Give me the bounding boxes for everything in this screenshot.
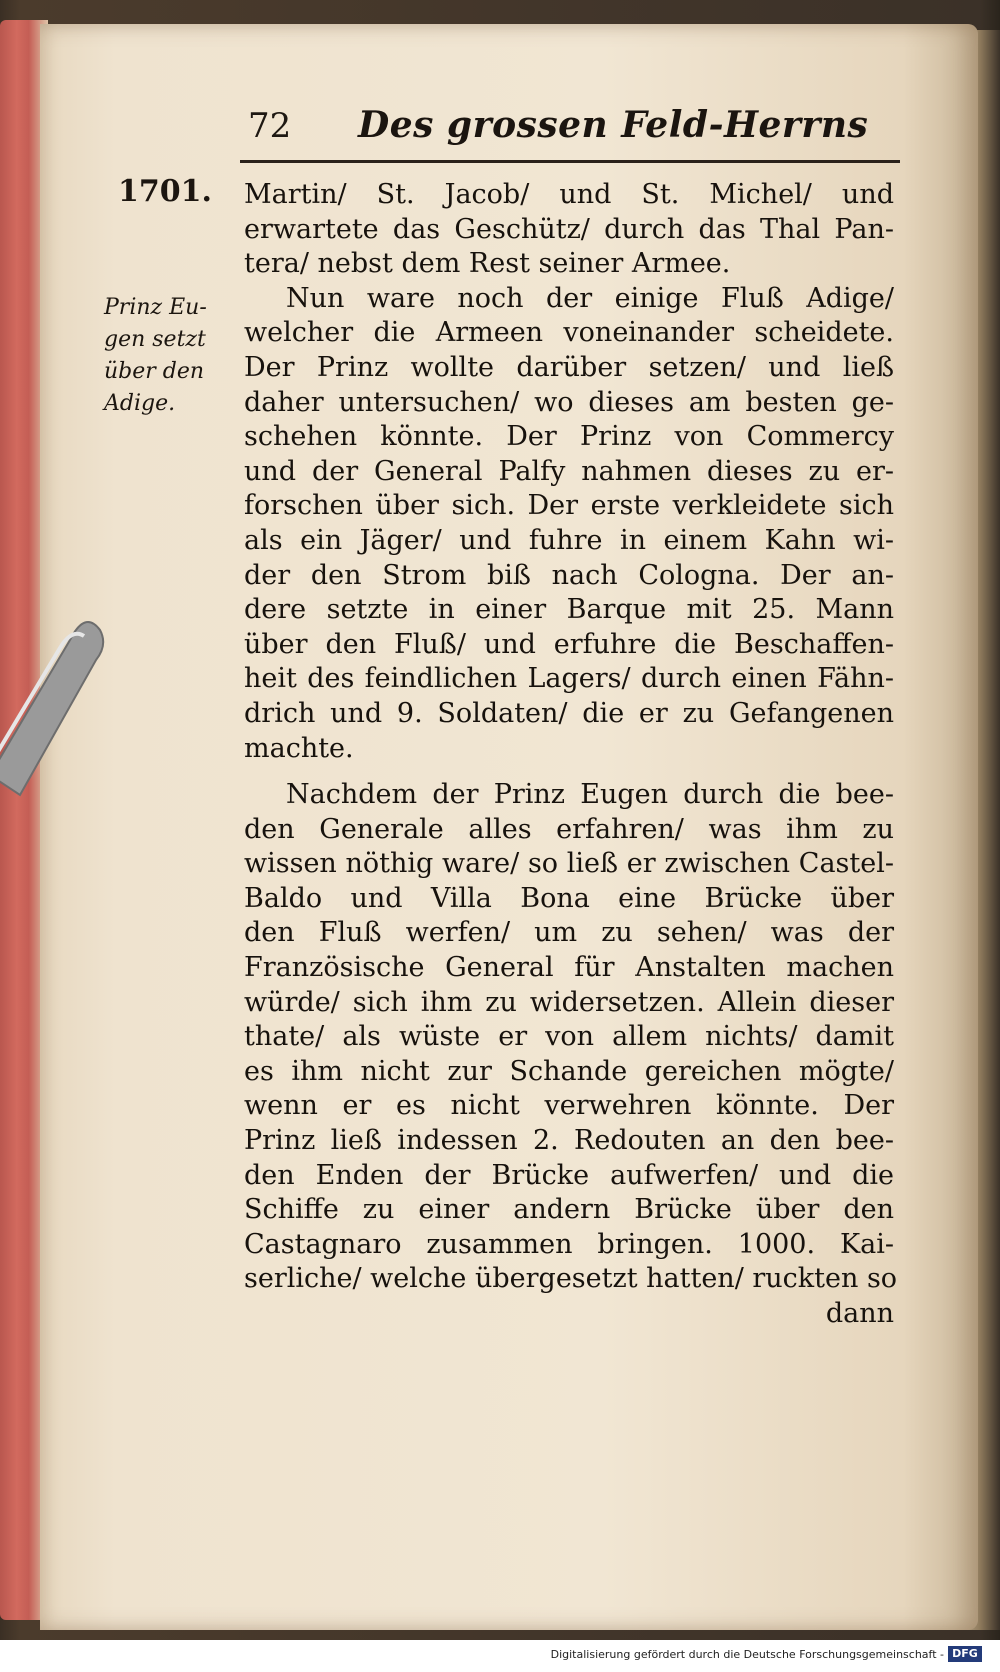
text-line: Castagnaro zusammen bringen. 1000. Kai-	[244, 1228, 894, 1260]
text-line: machte.	[244, 732, 354, 764]
text-line: als ein Jäger/ und fuhre in einem Kahn wi-	[244, 524, 894, 556]
marginal-note-line: Prinz Eu-	[104, 295, 207, 320]
text-line: und der General Palfy nahmen dieses zu er-	[244, 455, 894, 487]
text-line: über den Fluß/ und erfuhre die Beschaffen-	[244, 628, 894, 660]
text-line: Schiffe zu einer andern Brücke über den	[244, 1194, 894, 1226]
catchword: dann	[825, 1298, 894, 1329]
text-line: es ihm nicht zur Schande gereichen mögte/	[244, 1055, 894, 1087]
text-line: den Generale alles erfahren/ was ihm zu	[244, 813, 894, 845]
page-clip-icon	[0, 600, 110, 800]
text-line: drich und 9. Soldaten/ die er zu Gefangenen	[244, 697, 894, 729]
text-line: wissen nöthig ware/ so ließ er zwischen Castel-	[244, 848, 894, 880]
text-line: Martin/ St. Jacob/ und St. Michel/ und	[244, 179, 894, 210]
paragraph-gap	[244, 766, 894, 778]
marginal-note-line: gen setzt	[104, 327, 206, 352]
text-line: Nachdem der Prinz Eugen durch die bee-	[286, 779, 894, 811]
year-marginal: 1701.	[118, 174, 212, 209]
text-line: Prinz ließ indessen 2. Redouten an den bee-	[244, 1125, 894, 1157]
body-text	[244, 178, 898, 1332]
text-line: heit des feindlichen Lagers/ durch einen Fähn-	[244, 663, 894, 695]
footer-credit: Digitalisierung gefördert durch die Deutsche Forschungsgemeinschaft -	[550, 1648, 944, 1661]
running-title: Des grossen Feld-Herrns	[358, 104, 869, 146]
text-line: der den Strom biß nach Cologna. Der an-	[244, 559, 894, 591]
text-line: Baldo und Villa Bona eine Brücke über	[244, 882, 894, 914]
text-line: thate/ als wüste er von allem nichts/ damit	[244, 1021, 894, 1053]
text-line: serliche/ welche übergesetzt hatten/ ruckten so	[244, 1263, 898, 1295]
marginal-note-line: Adige.	[104, 391, 176, 416]
text-line: daher untersuchen/ wo dieses am besten ge-	[244, 386, 894, 418]
text-line: den Enden der Brücke aufwerfen/ und die	[244, 1159, 894, 1191]
text-line: schehen könnte. Der Prinz von Commercy	[244, 421, 894, 453]
marginal-note	[104, 292, 236, 420]
marginal-note-line: über den	[104, 359, 205, 384]
text-line: Der Prinz wollte darüber setzen/ und ließ	[244, 351, 894, 383]
text-line: wenn er es nicht verwehren könnte. Der	[244, 1090, 894, 1122]
text-line: Nun ware noch der einige Fluß Adige/	[286, 282, 894, 314]
header-rule	[240, 160, 900, 163]
dfg-logo-icon: DFG	[948, 1646, 982, 1662]
text-line: erwartete das Geschütz/ durch das Thal Pan-	[244, 213, 894, 245]
text-line: Französische General für Anstalten machen	[244, 952, 894, 984]
text-line: dere setzte in einer Barque mit 25. Mann	[244, 594, 894, 626]
text-line: tera/ nebst dem Rest seiner Armee.	[244, 248, 731, 280]
text-line: forschen über sich. Der erste verkleidete sich	[244, 490, 894, 522]
text-line: den Fluß werfen/ um zu sehen/ was der	[244, 917, 894, 949]
text-line: welcher die Armeen voneinander scheidete.	[244, 317, 894, 349]
page-header	[248, 100, 898, 160]
text-line: würde/ sich ihm zu widersetzen. Allein dieser	[244, 986, 894, 1018]
page-number: 72	[248, 106, 292, 146]
footer-bar	[0, 1640, 1000, 1672]
